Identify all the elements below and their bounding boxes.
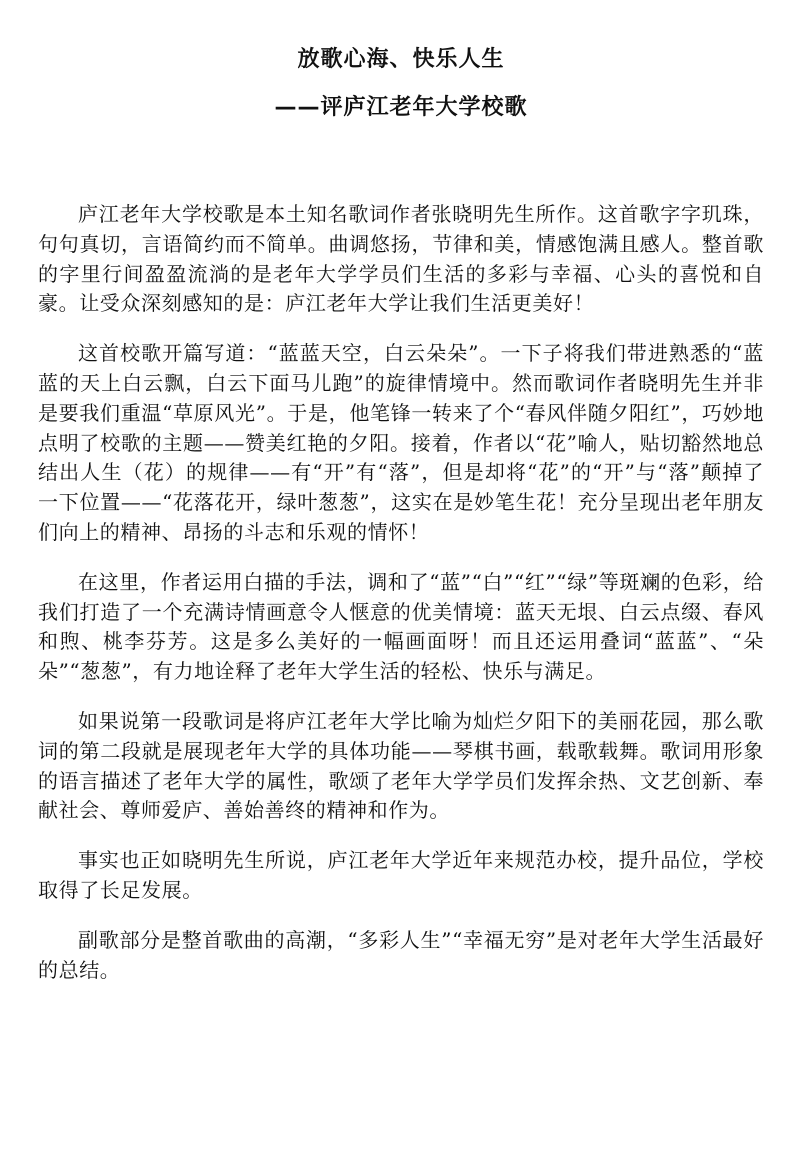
document-subtitle: ——评庐江老年大学校歌 bbox=[274, 95, 528, 120]
paragraph: 如果说第一段歌词是将庐江老年大学比喻为灿烂夕阳下的美丽花园，那么歌词的第二段就是展现老年大学的具体功能——琴棋书画，载歌载舞。歌词用形象的语言描述了老年大学的属性，歌颂了老年大学学员们发挥余热、文艺创新、奉献社会、尊师爱庐、善始善终的精神和作为。 bbox=[38, 708, 764, 823]
document-title: 放歌心海、快乐人生 bbox=[297, 47, 505, 72]
paragraph: 事实也正如晓明先生所说，庐江老年大学近年来规范办校，提升品位，学校取得了长足发展。 bbox=[38, 848, 764, 902]
paragraph: 庐江老年大学校歌是本土知名歌词作者张晓明先生所作。这首歌字字玑珠，句句真切，言语简约而不简单。曲调悠扬，节律和美，情感饱满且感人。整首歌的字里行间盈盈流淌的是老年大学学员们生活的多彩与幸福、心头的喜悦和自豪。让受众深刻感知的是：庐江老年大学让我们生活更美好！ bbox=[38, 202, 764, 316]
document-body bbox=[38, 200, 764, 985]
paragraph: 这首校歌开篇写道：“蓝蓝天空，白云朵朵”。一下子将我们带进熟悉的“蓝蓝的天上白云飘，白云下面马儿跑”的旋律情境中。然而歌词作者晓明先生并非是要我们重温“草原风光”。于是，他笔锋一转来了个“春风伴随夕阳红”，巧妙地点明了校歌的主题——赞美红艳的夕阳。接着，作者以“花”喻人，贴切豁然地总结出人生（花）的规律——有“开”有“落”，但是却将“花”的“开”与“落”颠掉了一下位置——“花落花开，绿叶葱葱”，这实在是妙笔生花！充分呈现出老年朋友们向上的精神、昂扬的斗志和乐观的情怀！ bbox=[38, 341, 764, 544]
paragraph: 副歌部分是整首歌曲的高潮，“多彩人生”“幸福无穷”是对老年大学生活最好的总结。 bbox=[38, 927, 764, 982]
paragraph: 在这里，作者运用白描的手法，调和了“蓝”“白”“红”“绿”等斑斓的色彩，给我们打造了一个充满诗情画意令人惬意的优美情境：蓝天无垠、白云点缀、春风和煦、桃李芬芳。这是多么美好的一幅画面呀！而且还运用叠词“蓝蓝”、“朵朵”“葱葱”，有力地诠释了老年大学生活的轻松、快乐与满足。 bbox=[38, 569, 764, 684]
